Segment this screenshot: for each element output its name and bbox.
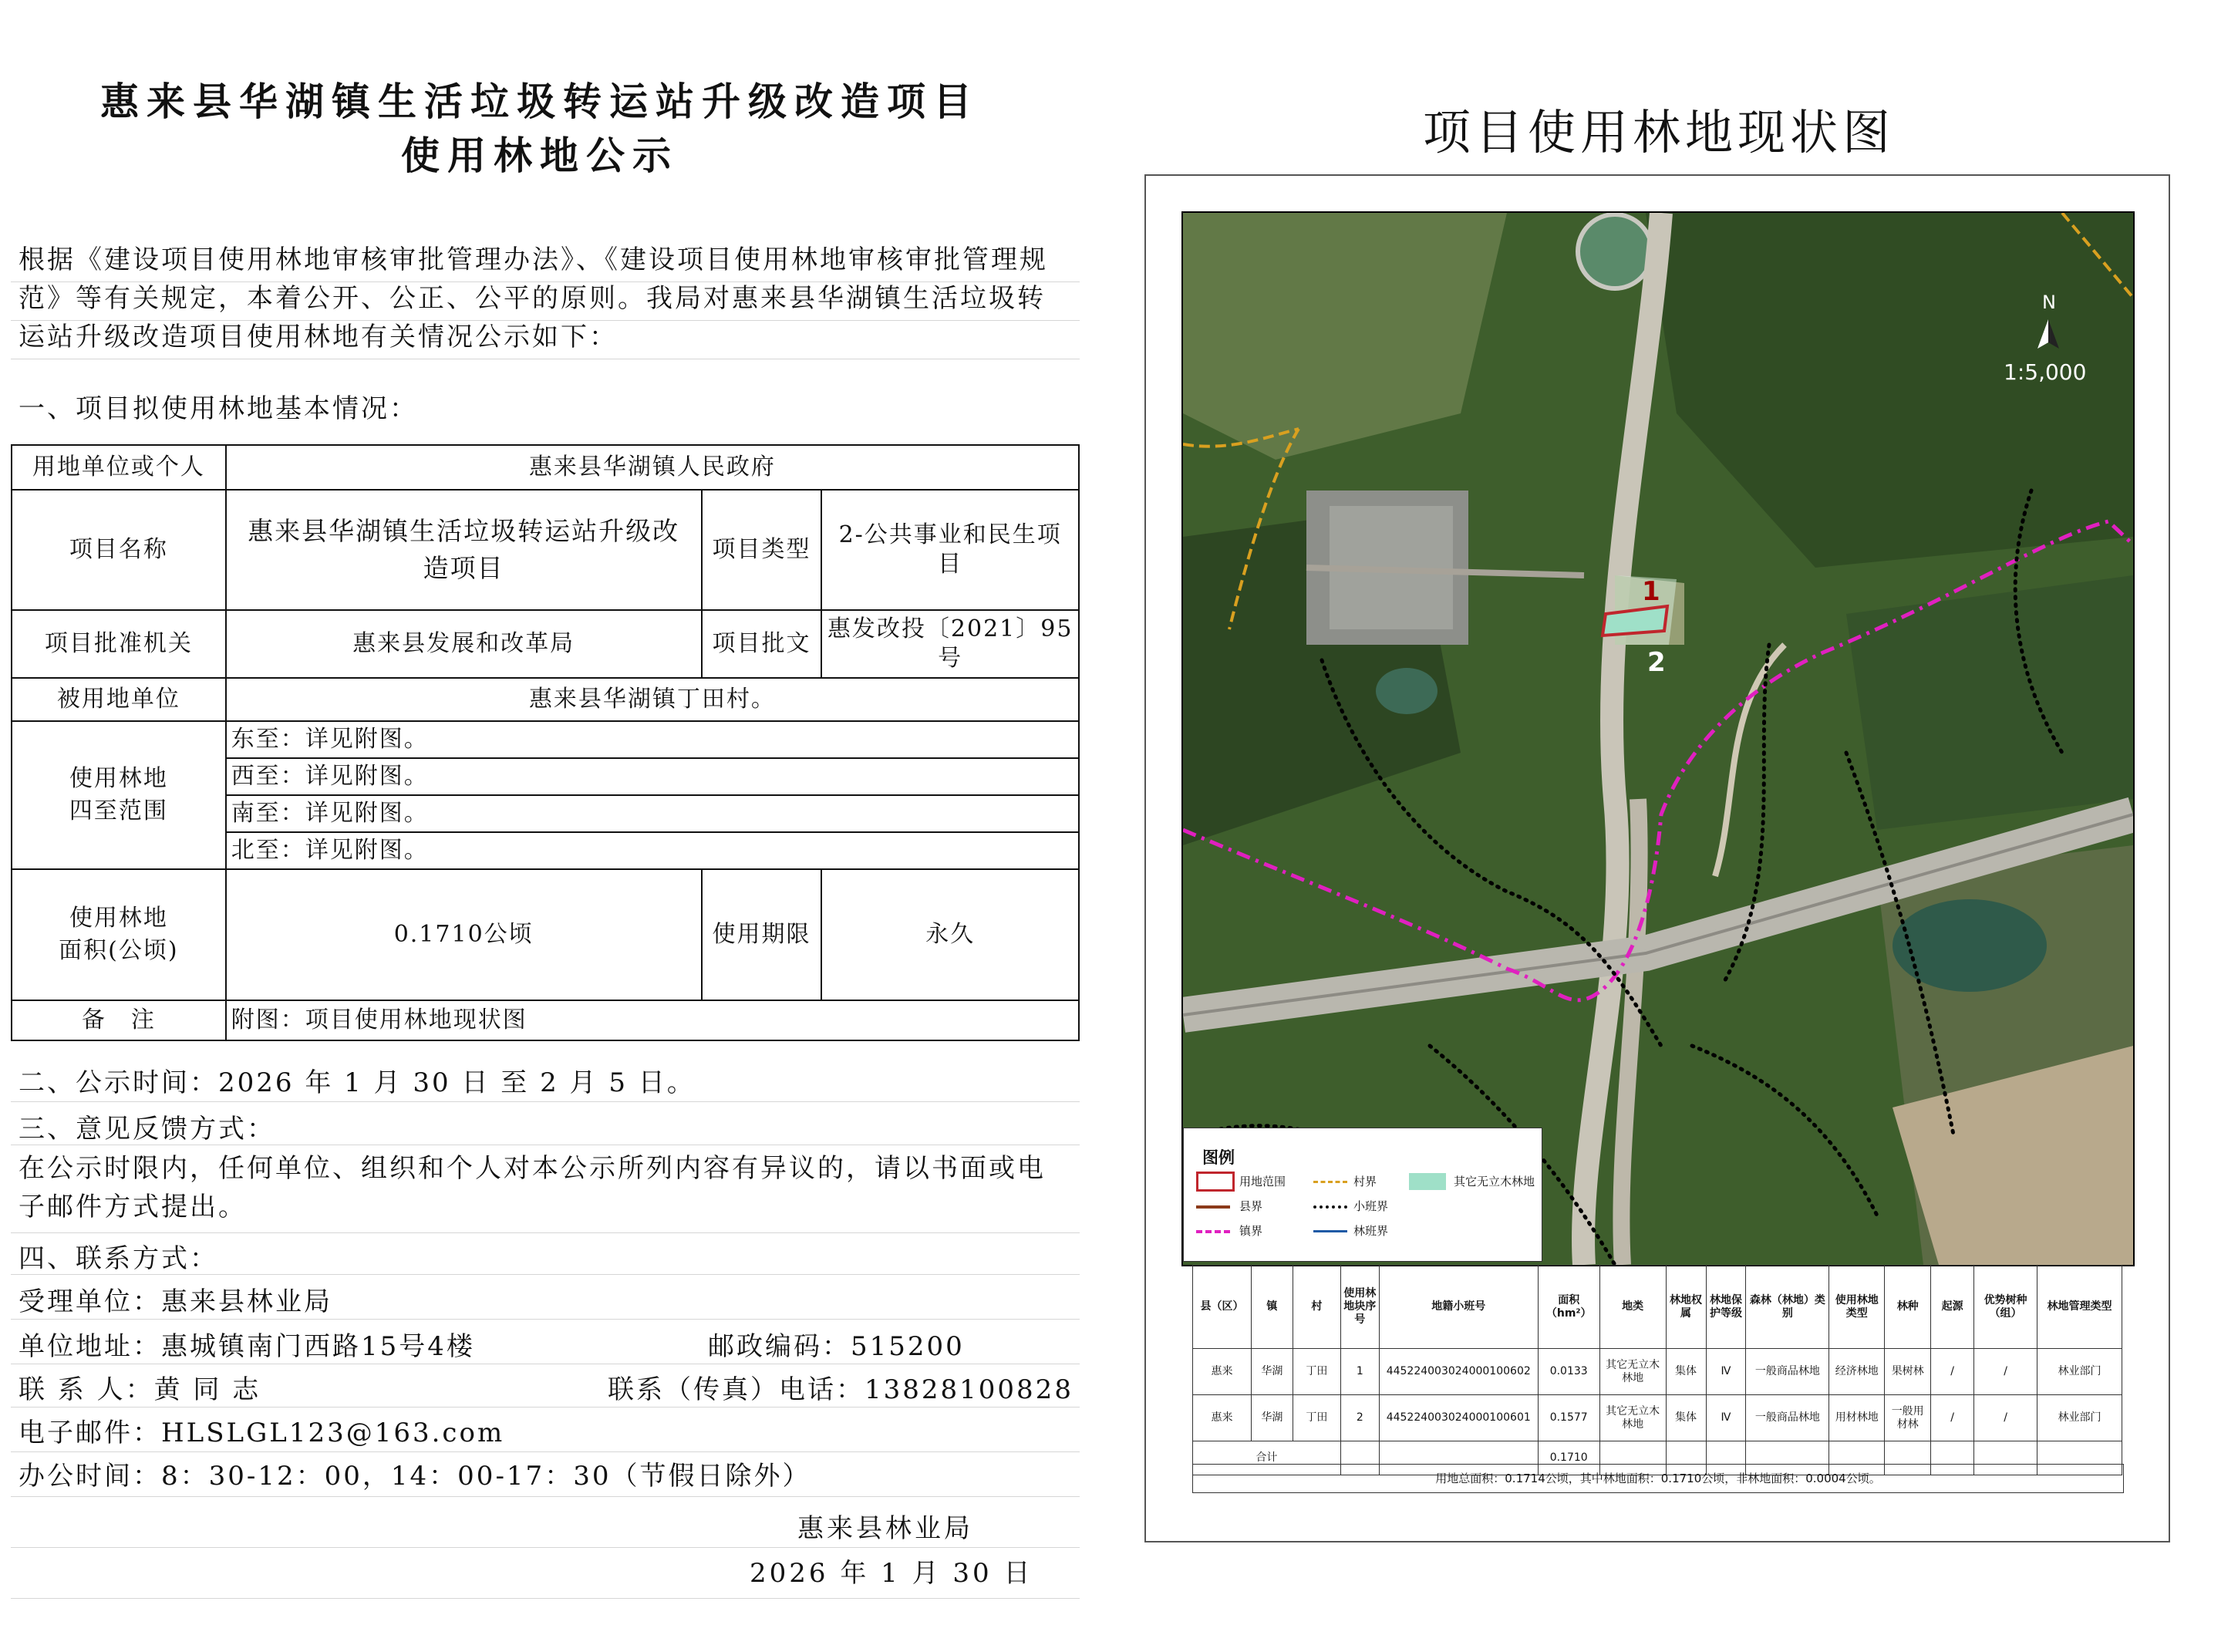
table-cell: 其它无立木林地	[1599, 1395, 1666, 1441]
project-type-value: 2-公共事业和民生项目	[821, 490, 1079, 610]
header-cell: 面积（hm²）	[1538, 1266, 1599, 1349]
legend-swatch-county	[1196, 1205, 1230, 1209]
notice-title-line1: 惠来县华湖镇生活垃圾转运站升级改造项目	[100, 79, 979, 124]
legend-swatch-village	[1313, 1181, 1347, 1183]
legend-title: 图例	[1202, 1148, 1235, 1167]
total-area: 0.1710	[1538, 1441, 1599, 1475]
approval-doc-value: 惠发改投〔2021〕95号	[821, 610, 1079, 678]
map-title: 项目使用林地现状图	[1422, 104, 1895, 160]
legend-swatch-subcompartment	[1313, 1205, 1347, 1209]
table-row	[1193, 1349, 2122, 1395]
table-cell: 0.1577	[1538, 1395, 1599, 1441]
boundary-west: 西至：详见附图。	[226, 758, 1079, 795]
approval-org-value: 惠来县发展和改革局	[226, 610, 702, 678]
header-cell: 镇	[1251, 1266, 1293, 1349]
contact-unit: 受理单位：惠来县林业局	[19, 1286, 332, 1317]
table-cell: 经济林地	[1829, 1349, 1885, 1395]
remark-label: 备 注	[12, 1000, 226, 1040]
rule	[11, 1319, 1080, 1320]
header-cell: 使用林地类型	[1829, 1266, 1885, 1349]
table-cell: /	[1931, 1395, 1974, 1441]
rule	[11, 1598, 1080, 1599]
table-cell: 用材林地	[1829, 1395, 1885, 1441]
header-cell: 县（区）	[1193, 1266, 1252, 1349]
legend-swatch-forest-class	[1313, 1230, 1347, 1232]
table-cell: 华湖	[1251, 1349, 1293, 1395]
project-info-table	[11, 444, 1080, 1041]
boundary-south: 南至：详见附图。	[226, 795, 1079, 832]
land-user-value: 惠来县华湖镇人民政府	[226, 445, 1079, 490]
land-user-label: 用地单位或个人	[12, 445, 226, 490]
contact-phone: 联系（传真）电话：13828100828	[608, 1374, 1073, 1405]
area-summary: 用地总面积：0.1714公顷，其中林地面积：0.1710公顷，非林地面积：0.0004公顷。	[1192, 1464, 2124, 1493]
notice-intro: 根据《建设项目使用林地审核审批管理办法》、《建设项目使用林地审核审批管理规范》等有关规定，本着公开、公正、公平的原则。我局对惠来县华湖镇生活垃圾转运站升级改造项目使用林地有关情况公示如下：	[19, 244, 1048, 352]
rule	[11, 1101, 1080, 1102]
table-cell: 1	[1340, 1349, 1379, 1395]
table-cell: Ⅳ	[1706, 1349, 1746, 1395]
table-cell: 一般商品林地	[1746, 1349, 1829, 1395]
table-cell: 一般商品林地	[1746, 1395, 1829, 1441]
area-label: 使用林地面积(公顷)	[12, 869, 226, 1000]
legend-other-forest: 其它无立木林地	[1454, 1175, 1535, 1188]
header-cell: 林地管理类型	[2037, 1266, 2122, 1349]
satellite-map	[1181, 211, 2135, 1266]
header-cell: 林种	[1885, 1266, 1931, 1349]
header-cell: 使用林地块序号	[1340, 1266, 1379, 1349]
header-cell: 地籍小班号	[1379, 1266, 1538, 1349]
section-3-heading: 三、意见反馈方式：	[19, 1114, 275, 1145]
section-4-heading: 四、联系方式：	[19, 1243, 218, 1274]
rule	[11, 1451, 1080, 1452]
remark-value: 附图：项目使用林地现状图	[226, 1000, 1079, 1040]
header-cell: 林地权属	[1666, 1266, 1706, 1349]
table-cell: 惠来	[1193, 1349, 1252, 1395]
rule	[11, 1496, 1080, 1497]
north-label: N	[2042, 292, 2056, 313]
approval-doc-label: 项目批文	[702, 610, 822, 678]
table-cell: 445224003024000100601	[1379, 1395, 1538, 1441]
project-type-label: 项目类型	[702, 490, 822, 610]
approval-org-label: 项目批准机关	[12, 610, 226, 678]
table-cell: /	[1974, 1395, 2037, 1441]
table-cell: Ⅳ	[1706, 1395, 1746, 1441]
land-owner-value: 惠来县华湖镇丁田村。	[226, 678, 1079, 721]
table-cell: 2	[1340, 1395, 1379, 1441]
table-cell: 惠来	[1193, 1395, 1252, 1441]
land-owner-label: 被用地单位	[12, 678, 226, 721]
office-hours: 办公时间：8：30-12：00，14：00-17：30（节假日除外）	[19, 1461, 811, 1492]
rule	[11, 1547, 1080, 1548]
legend-county-boundary: 县界	[1239, 1199, 1263, 1213]
map-image	[1183, 213, 2133, 1265]
header-cell: 优势树种（组）	[1974, 1266, 2037, 1349]
rule	[11, 1274, 1080, 1275]
table-cell: 集体	[1666, 1395, 1706, 1441]
header-cell: 村	[1293, 1266, 1340, 1349]
contact-email[interactable]: 电子邮件：HLSLGL123@163.com	[19, 1418, 505, 1448]
table-header-row	[1193, 1266, 2122, 1349]
total-label: 合计	[1193, 1441, 1341, 1475]
table-cell: 果树林	[1885, 1349, 1931, 1395]
legend-forest-class-boundary: 林班界	[1353, 1224, 1389, 1238]
rule	[11, 1232, 1080, 1233]
table-cell: 0.0133	[1538, 1349, 1599, 1395]
postcode: 邮政编码：515200	[708, 1331, 965, 1362]
rule	[11, 1407, 1080, 1408]
table-cell: /	[1931, 1349, 1974, 1395]
map-legend	[1183, 1128, 1542, 1262]
parcel-2-label: 2	[1647, 647, 1666, 678]
legend-swatch-town	[1196, 1230, 1230, 1233]
forest-parcel-table	[1192, 1265, 2122, 1475]
boundary-label: 使用林地四至范围	[12, 721, 226, 869]
signature-date: 2026 年 1 月 30 日	[750, 1558, 1033, 1589]
contact-address: 单位地址：惠城镇南门西路15号4楼	[19, 1331, 475, 1362]
notice-panel	[0, 0, 1080, 1652]
legend-subcompartment-boundary: 小班界	[1353, 1199, 1389, 1213]
rule	[11, 320, 1080, 321]
period-value: 永久	[821, 869, 1079, 1000]
table-cell: 一般用材林	[1885, 1395, 1931, 1441]
signature-org: 惠来县林业局	[797, 1513, 973, 1544]
feedback-text: 在公示时限内，任何单位、组织和个人对本公示所列内容有异议的，请以书面或电子邮件方式提出。	[19, 1153, 1046, 1222]
project-name-label: 项目名称	[12, 490, 226, 610]
table-cell: 林业部门	[2037, 1349, 2122, 1395]
section-1-heading: 一、项目拟使用林地基本情况：	[19, 393, 418, 424]
legend-swatch-other-forest	[1409, 1173, 1446, 1190]
area-value: 0.1710公顷	[226, 869, 702, 1000]
table-cell: 林业部门	[2037, 1395, 2122, 1441]
boundary-north: 北至：详见附图。	[226, 832, 1079, 869]
header-cell: 地类	[1599, 1266, 1666, 1349]
table-cell: 华湖	[1251, 1395, 1293, 1441]
table-cell: 445224003024000100602	[1379, 1349, 1538, 1395]
project-name-value: 惠来县华湖镇生活垃圾转运站升级改造项目	[226, 490, 702, 610]
table-row	[1193, 1395, 2122, 1441]
map-scale: 1:5,000	[2004, 359, 2087, 385]
legend-village-boundary: 村界	[1353, 1175, 1377, 1188]
table-cell: /	[1974, 1349, 2037, 1395]
header-cell: 森林（林地）类别	[1746, 1266, 1829, 1349]
table-cell: 丁田	[1293, 1349, 1340, 1395]
section-2-publicity-period: 二、公示时间：2026 年 1 月 30 日 至 2 月 5 日。	[19, 1067, 696, 1098]
parcel-1-label: 1	[1642, 576, 1660, 607]
period-label: 使用期限	[702, 869, 822, 1000]
legend-land-scope: 用地范围	[1239, 1175, 1286, 1188]
notice-title-line2: 使用林地公示	[401, 133, 679, 178]
table-cell: 丁田	[1293, 1395, 1340, 1441]
boundary-east: 东至：详见附图。	[226, 721, 1079, 758]
legend-town-boundary: 镇界	[1239, 1224, 1263, 1238]
legend-swatch-land-scope	[1196, 1172, 1235, 1192]
table-cell: 其它无立木林地	[1599, 1349, 1666, 1395]
contact-person: 联 系 人：黄 同 志	[19, 1374, 261, 1405]
header-cell: 林地保护等级	[1706, 1266, 1746, 1349]
table-cell: 集体	[1666, 1349, 1706, 1395]
header-cell: 起源	[1931, 1266, 1974, 1349]
